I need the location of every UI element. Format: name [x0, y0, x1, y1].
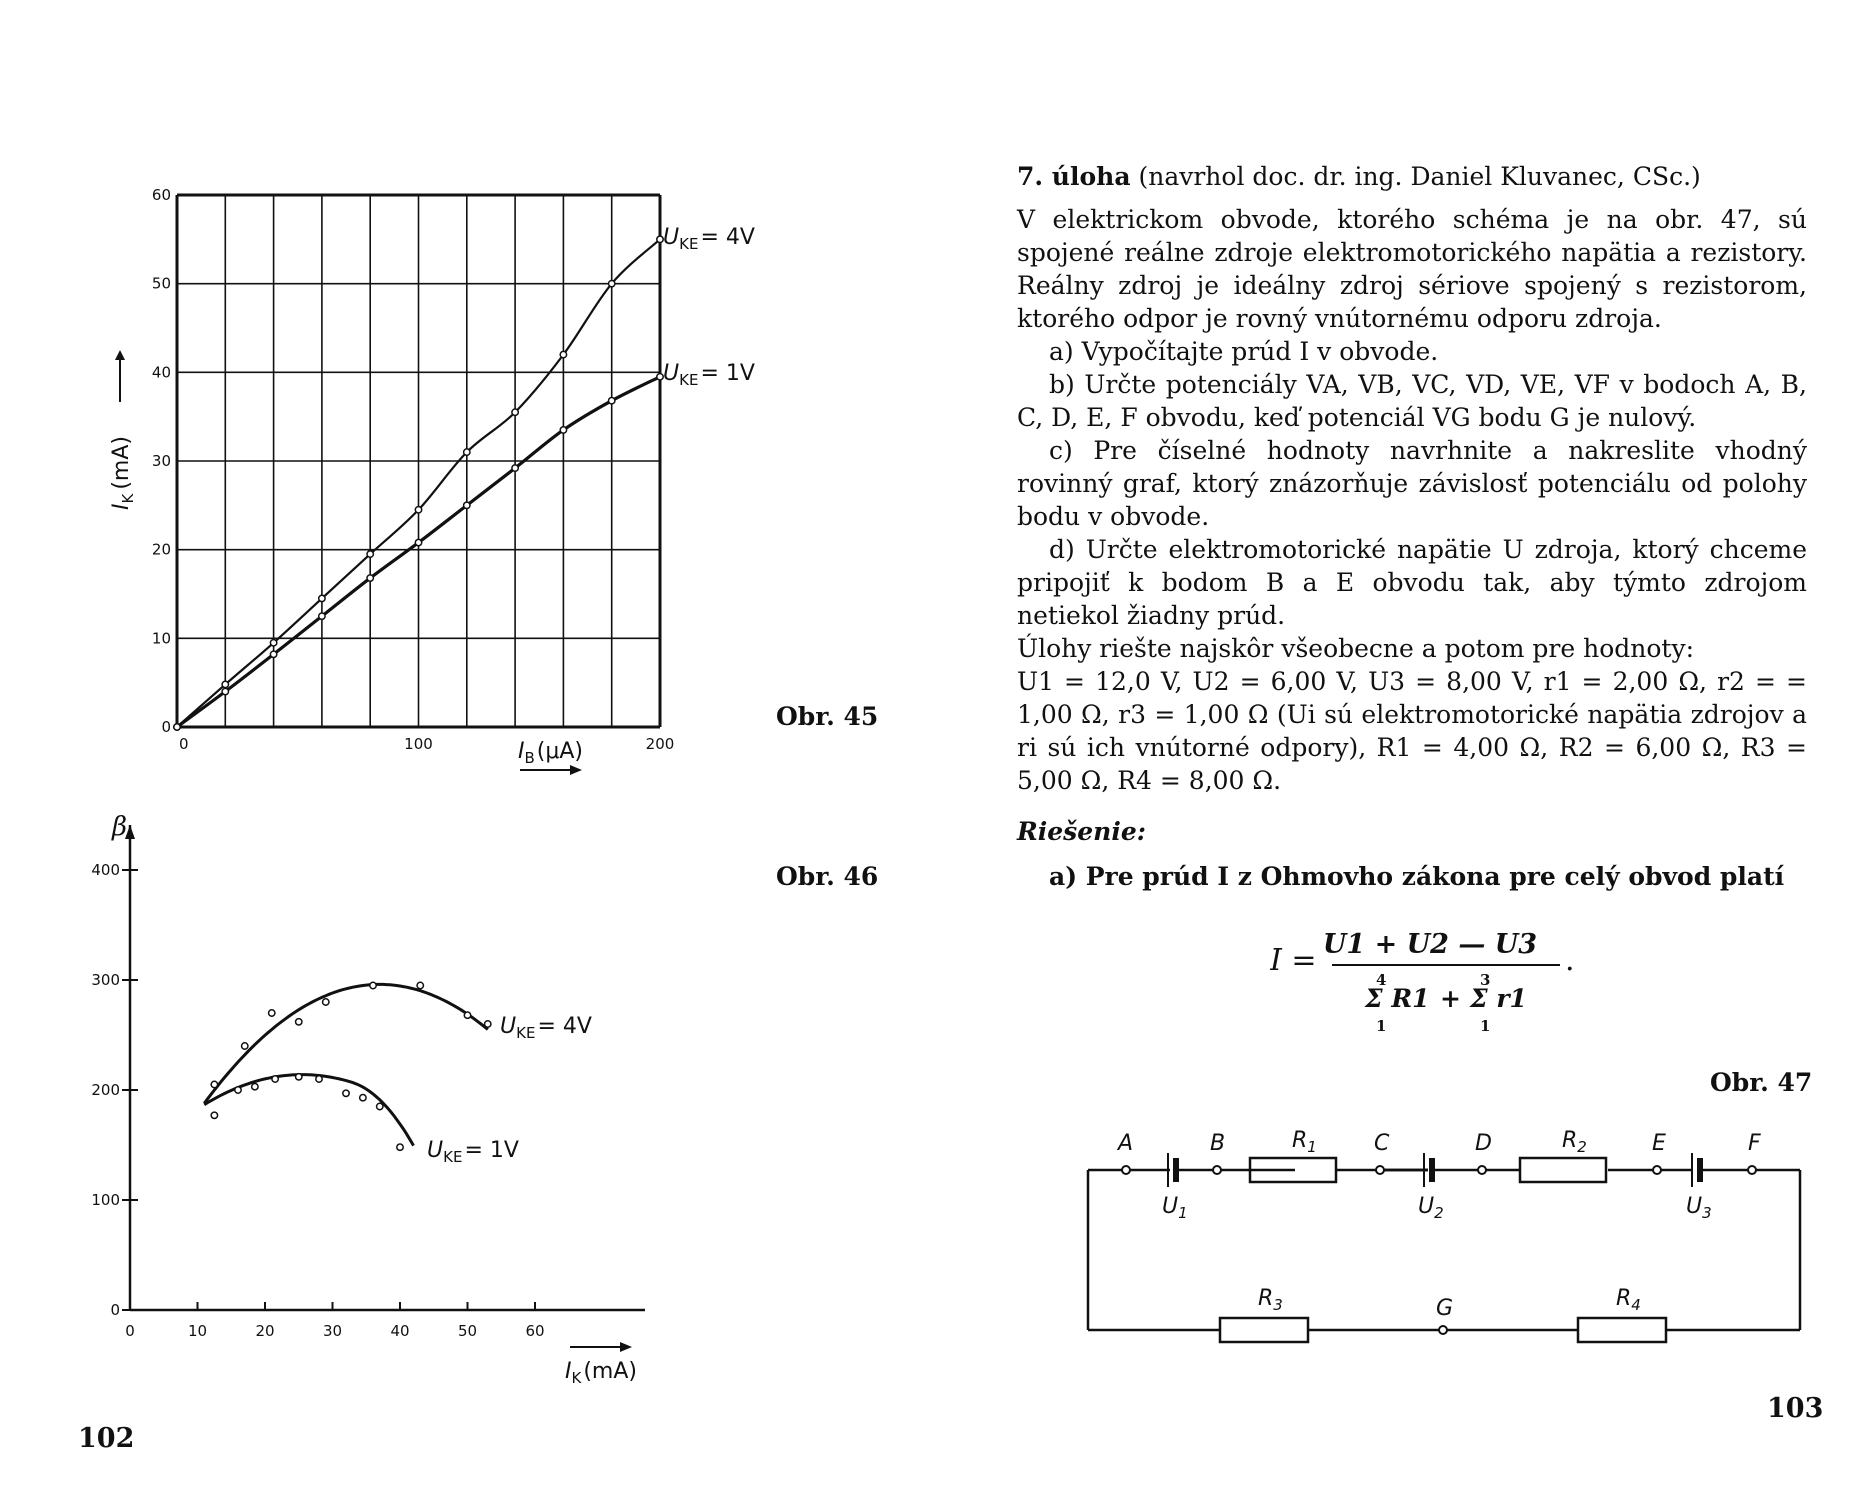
- f45-data-point: [560, 427, 566, 433]
- f45-y-tick-label: 0: [161, 718, 171, 736]
- label-r1: $R_1$: [1292, 1128, 1317, 1156]
- f45-curve-label-1v: $U_{KE}= 1V$: [663, 361, 755, 389]
- f45-data-point: [222, 688, 228, 694]
- task-part-a: a) Vypočítajte prúd I v obvode.: [1049, 337, 1439, 366]
- f46-data-point: [242, 1043, 248, 1049]
- f46-x-tick-label: 30: [322, 1322, 343, 1340]
- svg-text:IK(mA): $I_K(mA)$: [109, 436, 137, 510]
- f45-data-point: [270, 651, 276, 657]
- f45-grid: [177, 195, 660, 727]
- resistor-r2: [1520, 1158, 1606, 1182]
- f45-tick-labels: [152, 186, 674, 753]
- f46-series: [204, 982, 491, 1150]
- f45-data-point: [367, 575, 373, 581]
- node-g: [1439, 1326, 1447, 1334]
- f45-y-tick-label: 20: [151, 540, 171, 559]
- f46-data-point: [269, 1010, 275, 1016]
- solution-heading: Riešenie:: [1017, 817, 1146, 846]
- formula-dot: .: [1565, 943, 1575, 978]
- f46-data-point: [323, 999, 329, 1005]
- sum2: Σ r1: [1470, 984, 1527, 1013]
- resistor-r3: [1220, 1318, 1308, 1342]
- f45-y-tick-label: 40: [151, 363, 171, 382]
- f46-y-tick-label: 100: [91, 1191, 120, 1209]
- node-a: [1122, 1166, 1130, 1174]
- f45-data-point: [270, 640, 276, 646]
- label-u3: $U_3$: [1686, 1194, 1712, 1222]
- f45-data-point: [415, 507, 421, 513]
- f46-data-point: [316, 1076, 322, 1082]
- label-r2: $R_2$: [1562, 1128, 1587, 1156]
- f46-y-tick-label: 200: [91, 1081, 120, 1099]
- task-part-d: d) Určte elektromotorické napätie U zdroja, ktorý chceme pripojiť k bodom B a E obvodu tak, aby týmto zdrojom netiekol žiadny prúd.: [1017, 535, 1807, 630]
- f46-tick-labels: [91, 861, 544, 1340]
- f45-y-tick-label: 10: [151, 629, 171, 648]
- sum2-lower: 1: [1480, 1017, 1491, 1035]
- label-u1: $U_1$: [1162, 1194, 1188, 1222]
- f45-x-tick-label: 100: [404, 735, 433, 753]
- f46-y-tick-label: 300: [91, 971, 120, 989]
- f45-data-point: [464, 502, 470, 508]
- label-node-g: G: [1436, 1296, 1454, 1321]
- f45-data-point: [464, 449, 470, 455]
- f46-curve-label-1v: $U_{KE}= 1V$: [427, 1138, 519, 1166]
- f46-x-tick-label: 50: [457, 1322, 478, 1340]
- label-node-b: B: [1210, 1131, 1226, 1156]
- sum1: Σ R1: [1365, 984, 1430, 1013]
- f46-data-point: [296, 1074, 302, 1080]
- f46-data-point: [417, 982, 423, 988]
- label-node-c: C: [1374, 1131, 1390, 1156]
- f46-data-point: [252, 1084, 258, 1090]
- node-b: [1213, 1166, 1221, 1174]
- f46-y-axis-label: β: [112, 812, 128, 842]
- task-intro: V elektrickom obvode, ktorého schéma je na obr. 47, sú spojené reálne zdroje elektromotorického napätia a rezistory. Reálny zdroj je ideálny zdroj sériove spojený s rezistorom, ktorého odpor je rovný vnútornému odporu zdroja.: [1017, 205, 1807, 333]
- f46-data-point: [360, 1095, 366, 1101]
- task-heading: 7. úloha (navrhol doc. dr. ing. Daniel Kluvanec, CSc.): [1017, 162, 1701, 191]
- label-node-a: A: [1118, 1131, 1134, 1156]
- page-number-left: 102: [78, 1423, 135, 1454]
- f46-x-tick-label: 20: [255, 1322, 275, 1340]
- f46-x-tick-label: 60: [525, 1322, 545, 1340]
- f46-data-point: [211, 1112, 217, 1118]
- f46-x-axis-label: $I_K(mA)$: [565, 1359, 637, 1387]
- sum1-upper: 4: [1376, 971, 1387, 989]
- f46-y-tick-label: 400: [91, 861, 120, 879]
- f45-y-tick-label: 30: [151, 452, 171, 470]
- f45-data-point: [319, 595, 325, 601]
- f45-data-point: [609, 398, 615, 404]
- formula-numerator: U1 + U2 — U3: [1322, 929, 1538, 960]
- solution-part-a: a) Pre prúd I z Ohmovho zákona pre celý obvod platí: [1049, 862, 1785, 891]
- f46-series-line: [204, 1075, 413, 1146]
- label-node-e: E: [1652, 1131, 1666, 1156]
- f46-data-point: [272, 1076, 278, 1082]
- f46-data-point: [343, 1090, 349, 1096]
- f45-data-point: [319, 613, 325, 619]
- f46-x-tick-label: 0: [125, 1322, 135, 1340]
- figure-46-chart: [60, 795, 680, 1395]
- f46-curve-label-4v: $U_{KE}= 4V$: [500, 1014, 592, 1042]
- f46-data-point: [377, 1103, 383, 1109]
- f45-data-point: [174, 724, 180, 730]
- sum1-lower: 1: [1376, 1017, 1387, 1035]
- f45-y-axis-label: [109, 350, 137, 510]
- task-text: [1017, 160, 1807, 893]
- label-r3: $R_3$: [1258, 1286, 1283, 1314]
- f46-y-tick-label: 0: [110, 1301, 120, 1319]
- f45-x-axis-label: $I_B(\mu A)$: [518, 739, 584, 767]
- f45-data-point: [512, 465, 518, 471]
- f45-y-tick-label: 60: [151, 186, 171, 204]
- node-f: [1748, 1166, 1756, 1174]
- sum2-upper: 3: [1480, 971, 1491, 989]
- page-number-right: 103: [1767, 1393, 1824, 1424]
- f46-data-point: [211, 1081, 217, 1087]
- f46-data-point: [397, 1144, 403, 1150]
- task-values-intro: Úlohy riešte najskôr všeobecne a potom pre hodnoty:: [1017, 634, 1695, 663]
- f46-x-tick-label: 40: [390, 1322, 410, 1340]
- task-values: U1 = 12,0 V, U2 = 6,00 V, U3 = 8,00 V, r1 = 2,00 Ω, r2 = = 1,00 Ω, r3 = 1,00 Ω (Ui sú elektromotorické napätia zdrojov a ri sú ich vnútorné odpory), R1 = 4,00 Ω, R2 = 6,00 Ω, R3 = 5,00 Ω, R4 = 8,00 Ω.: [1017, 667, 1807, 795]
- f46-data-point: [235, 1087, 241, 1093]
- resistor-r4: [1578, 1318, 1666, 1342]
- f45-data-point: [609, 280, 615, 286]
- node-d: [1478, 1166, 1486, 1174]
- source-u3: [1692, 1153, 1703, 1187]
- f45-x-tick-label: 0: [179, 735, 189, 753]
- task-part-c: c) Pre číselné hodnoty navrhnite a nakreslite vhodný rovinný graf, ktorý znázorňuje závislosť potenciálu od polohy bodu v obvode.: [1017, 436, 1807, 531]
- f45-y-tick-label: 50: [151, 274, 171, 293]
- figure-45-caption: Obr. 45: [776, 702, 879, 731]
- f45-data-point: [415, 539, 421, 545]
- f45-x-tick-label: 200: [645, 735, 675, 753]
- f46-data-point: [370, 982, 376, 988]
- label-node-d: D: [1475, 1131, 1492, 1156]
- task-part-b: b) Určte potenciály VA, VB, VC, VD, VE, VF v bodoch A, B, C, D, E, F obvodu, keď potenciál VG bodu G je nulový.: [1017, 370, 1807, 432]
- figure-47-caption: Obr. 47: [1710, 1068, 1813, 1097]
- label-r4: $R_4$: [1616, 1286, 1641, 1314]
- f45-data-point: [222, 681, 228, 687]
- f45-curve-label-4v: $U_{KE}= 4V$: [663, 225, 755, 253]
- f46-axes: [122, 825, 645, 1310]
- figure-46-caption: Obr. 46: [776, 862, 879, 891]
- f46-x-tick-label: 10: [187, 1322, 208, 1340]
- figure-45-chart: [90, 180, 790, 790]
- f45-data-point: [367, 551, 373, 557]
- formula-lhs: I =: [1270, 943, 1317, 978]
- f45-data-point: [512, 409, 518, 415]
- node-e: [1653, 1166, 1661, 1174]
- figure-47-circuit: [1080, 1125, 1810, 1350]
- label-u2: $U_2$: [1418, 1194, 1444, 1222]
- f45-data-point: [560, 351, 566, 357]
- f46-data-point: [464, 1012, 470, 1018]
- label-node-f: F: [1748, 1131, 1761, 1156]
- f46-data-point: [296, 1019, 302, 1025]
- current-formula: [1270, 915, 1600, 1045]
- den-plus: +: [1440, 984, 1461, 1013]
- f46-data-point: [485, 1021, 491, 1027]
- node-c: [1376, 1166, 1384, 1174]
